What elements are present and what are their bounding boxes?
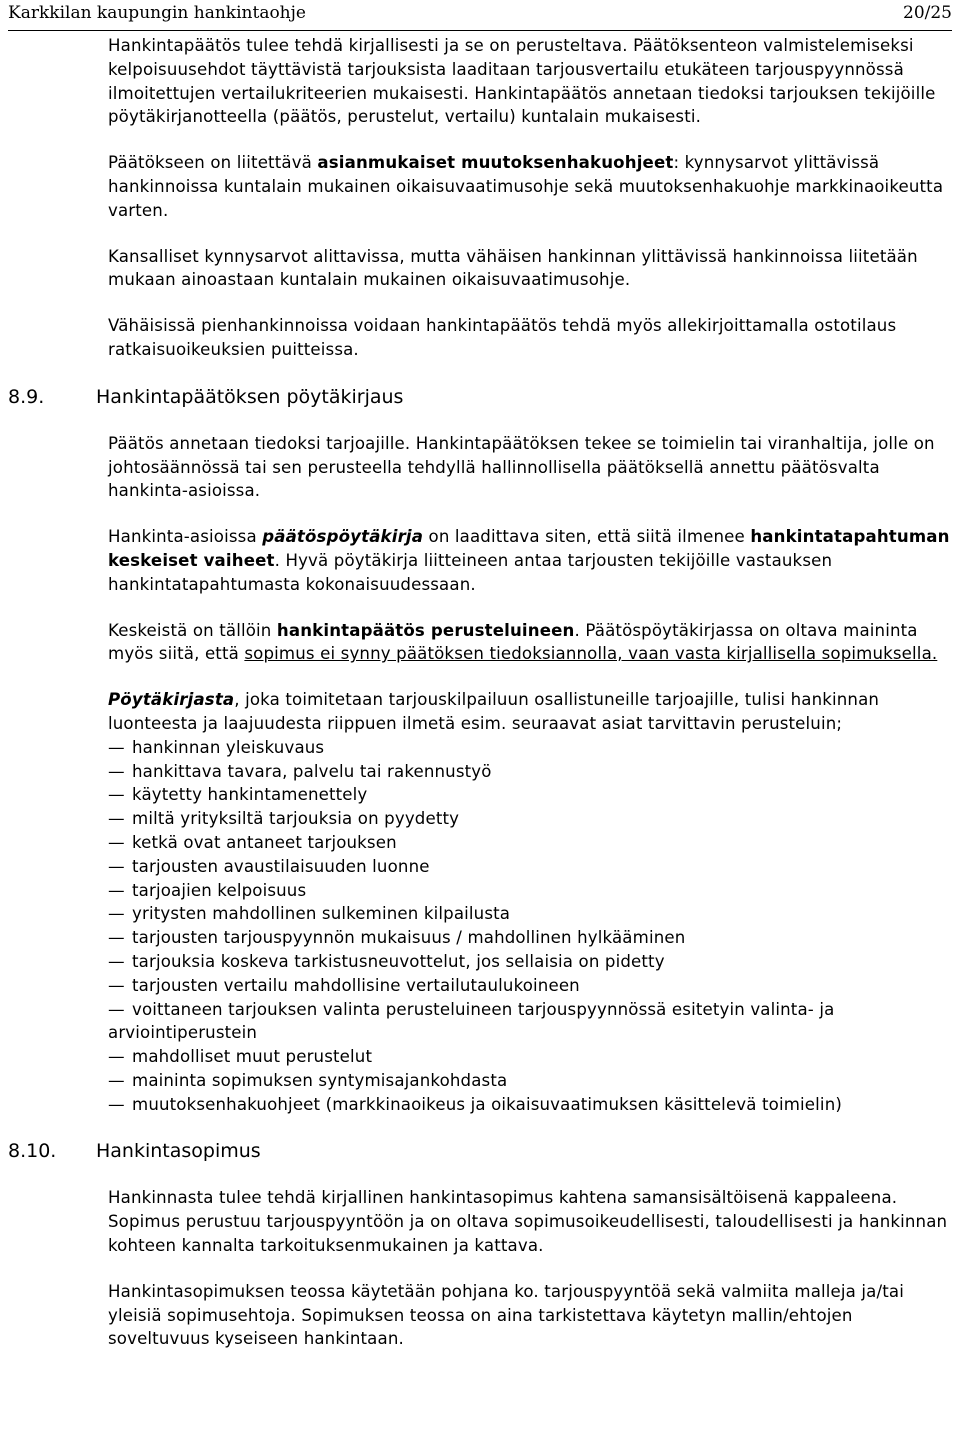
list-item <box>108 1093 953 1117</box>
list-item-text: miltä yrityksiltä tarjouksia on pyydetty <box>132 809 460 829</box>
paragraph-minutes-content <box>108 525 953 596</box>
list-item-text: hankittava tavara, palvelu tai rakennustyö <box>132 761 492 781</box>
list-item-text: tarjousten avaustilaisuuden luonne <box>132 856 430 876</box>
paragraph-notification: Päätös annetaan tiedoksi tarjoajille. Hankintapäätöksen tekee se toimielin tai viranhaltija, jolle on johtosäännössä tai sen perusteella tehdyllä hallinnollisella päätöksellä annettu päätösvalta hankinta-asioissa. <box>108 433 935 501</box>
paragraph-appeal-instructions <box>108 151 953 222</box>
list-item-text: hankinnan yleiskuvaus <box>132 737 325 757</box>
section-heading-8-10 <box>8 1138 953 1164</box>
bold-italic-term: Pöytäkirjasta <box>108 690 235 710</box>
underlined-text: sopimus ei synny päätöksen tiedoksiannolla, vaan vasta kirjallisella sopimuksella. <box>244 644 938 664</box>
text-run: on laadittava siten, että siitä ilmenee <box>423 527 751 547</box>
list-item-text: yritysten mahdollinen sulkeminen kilpailusta <box>132 904 511 924</box>
paragraph-minutes-intro <box>108 688 953 736</box>
dash-marker: — <box>108 928 125 948</box>
list-item-text: tarjousten vertailu mahdollisine vertailutaulukoineen <box>132 975 580 995</box>
list-item-text: tarjoajien kelpoisuus <box>132 880 307 900</box>
list-item <box>108 1045 953 1069</box>
list-item <box>108 736 953 760</box>
list-item <box>108 1069 953 1093</box>
minutes-items-list <box>108 736 953 1117</box>
dash-marker: — <box>108 737 125 757</box>
dash-marker: — <box>108 951 125 971</box>
text-run: Hankinta-asioissa <box>108 527 263 547</box>
list-item-text: mahdolliset muut perustelut <box>132 1047 373 1067</box>
paragraph-decision-basis: Hankintapäätös tulee tehdä kirjallisesti ja se on perusteltava. Päätöksenteon valmistelemiseksi kelpoisuusehdot täyttävistä tarjouksista laaditaan tarjousvertailu etukäteen tarjouspyynnössä ilmoitettujen vertailukriteerien mukaisesti. Hankintapäätös annetaan tiedoksi tarjouksen tekijöille pöytäkirjanotteella (päätös, perustelut, vertailu) kuntalain mukaisesti. <box>108 36 936 127</box>
text-run: . Päätöspöytäkirjassa on oltava maininta myös siitä, että <box>108 620 918 664</box>
list-item <box>108 926 953 950</box>
paragraph-small-procurements: Vähäisissä pienhankinnoissa voidaan hankintapäätös tehdä myös allekirjoittamalla ostotilaus ratkaisuoikeuksien puitteissa. <box>108 316 897 359</box>
list-item <box>108 902 953 926</box>
text-run: : kynnysarvot ylittävissä hankinnoissa kuntalain mukainen oikaisuvaatimusohje sekä muutoksenhakuohje markkinaoikeutta varten. <box>108 153 944 220</box>
list-item-text: maininta sopimuksen syntymisajankohdasta <box>132 1070 508 1090</box>
document-body <box>8 34 953 1373</box>
text-run: Päätökseen on liitettävä <box>108 153 318 173</box>
dash-marker: — <box>108 1094 125 1114</box>
dash-marker: — <box>108 809 125 829</box>
list-item-text: voittaneen tarjouksen valinta perusteluineen tarjouspyynnössä esitetyin valinta- ja arviointiperustein <box>108 999 835 1043</box>
paragraph-national-thresholds: Kansalliset kynnysarvot alittavissa, mutta vähäisen hankinnan ylittävissä hankinnoissa liitetään mukaan ainoastaan kuntalain mukainen oikaisuvaatimusohje. <box>108 246 918 290</box>
list-item <box>108 950 953 974</box>
paragraph-contract-templates: Hankintasopimuksen teossa käytetään pohjana ko. tarjouspyyntöä sekä valmiita malleja ja/tai yleisiä sopimusehtoja. Sopimuksen teossa on aina tarkistettava käytetyn mallin/ehtojen soveltuvuus kyseiseen hankintaan. <box>108 1281 904 1349</box>
section-number: 8.9. <box>8 385 45 408</box>
dash-marker: — <box>108 761 125 781</box>
bold-term: hankintapäätös perusteluineen <box>276 620 575 640</box>
dash-marker: — <box>108 975 125 995</box>
text-run: , joka toimitetaan tarjouskilpailuun osallistuneille tarjoajille, tulisi hankinnan luonteesta ja laajuudesta riippuen ilmetä esim. seuraavat asiat tarvittavin perusteluin; <box>108 690 880 733</box>
list-item <box>108 807 953 831</box>
dash-marker: — <box>108 856 125 876</box>
list-item-text: ketkä ovat antaneet tarjouksen <box>132 832 397 852</box>
list-item <box>108 760 953 784</box>
dash-marker: — <box>108 904 125 924</box>
dash-marker: — <box>108 785 125 805</box>
list-item <box>108 855 953 879</box>
dash-marker: — <box>108 832 125 852</box>
list-item <box>108 974 953 998</box>
paragraph-written-contract: Hankinnasta tulee tehdä kirjallinen hankintasopimus kahtena samansisältöisenä kappaleena. Sopimus perustuu tarjouspyyntöön ja on oltava sopimusoikeudellisesti, taloudellisesti ja hankinnan kohteen kannalta tarkoituksenmukainen ja kattava. <box>108 1188 948 1256</box>
page-number: 20/25 <box>903 3 952 23</box>
section-heading-8-9 <box>8 384 953 410</box>
list-item <box>108 998 953 1046</box>
section-title: Hankintasopimus <box>96 1140 261 1163</box>
bold-term: hankintatapahtuman keskeiset vaiheet <box>108 527 950 570</box>
dash-marker: — <box>108 1070 125 1090</box>
list-item-text: tarjouksia koskeva tarkistusneuvottelut, jos sellaisia on pidetty <box>132 951 665 971</box>
bold-term: asianmukaiset muutoksenhakuohjeet <box>317 153 674 173</box>
list-item-text: tarjousten tarjouspyynnön mukaisuus / mahdollinen hylkääminen <box>132 928 686 948</box>
dash-marker: — <box>108 999 125 1019</box>
dash-marker: — <box>108 1047 125 1067</box>
list-item <box>108 783 953 807</box>
bold-italic-term: päätöspöytäkirja <box>262 527 424 547</box>
paragraph-key-decision <box>108 619 953 667</box>
list-item-text: muutoksenhakuohjeet (markkinaoikeus ja oikaisuvaatimuksen käsittelevä toimielin) <box>132 1094 842 1114</box>
document-title: Karkkilan kaupungin hankintaohje <box>8 3 306 23</box>
list-item <box>108 831 953 855</box>
section-title: Hankintapäätöksen pöytäkirjaus <box>96 385 404 408</box>
list-item <box>108 879 953 903</box>
dash-marker: — <box>108 880 125 900</box>
text-run: . Hyvä pöytäkirja liitteineen antaa tarjousten tekijöille vastauksen hankintatapahtumasta kokonaisuudessaan. <box>108 550 833 594</box>
page-header <box>8 0 952 31</box>
text-run: Keskeistä on tällöin <box>108 620 277 640</box>
list-item-text: käytetty hankintamenettely <box>132 785 368 805</box>
section-number: 8.10. <box>8 1140 57 1163</box>
